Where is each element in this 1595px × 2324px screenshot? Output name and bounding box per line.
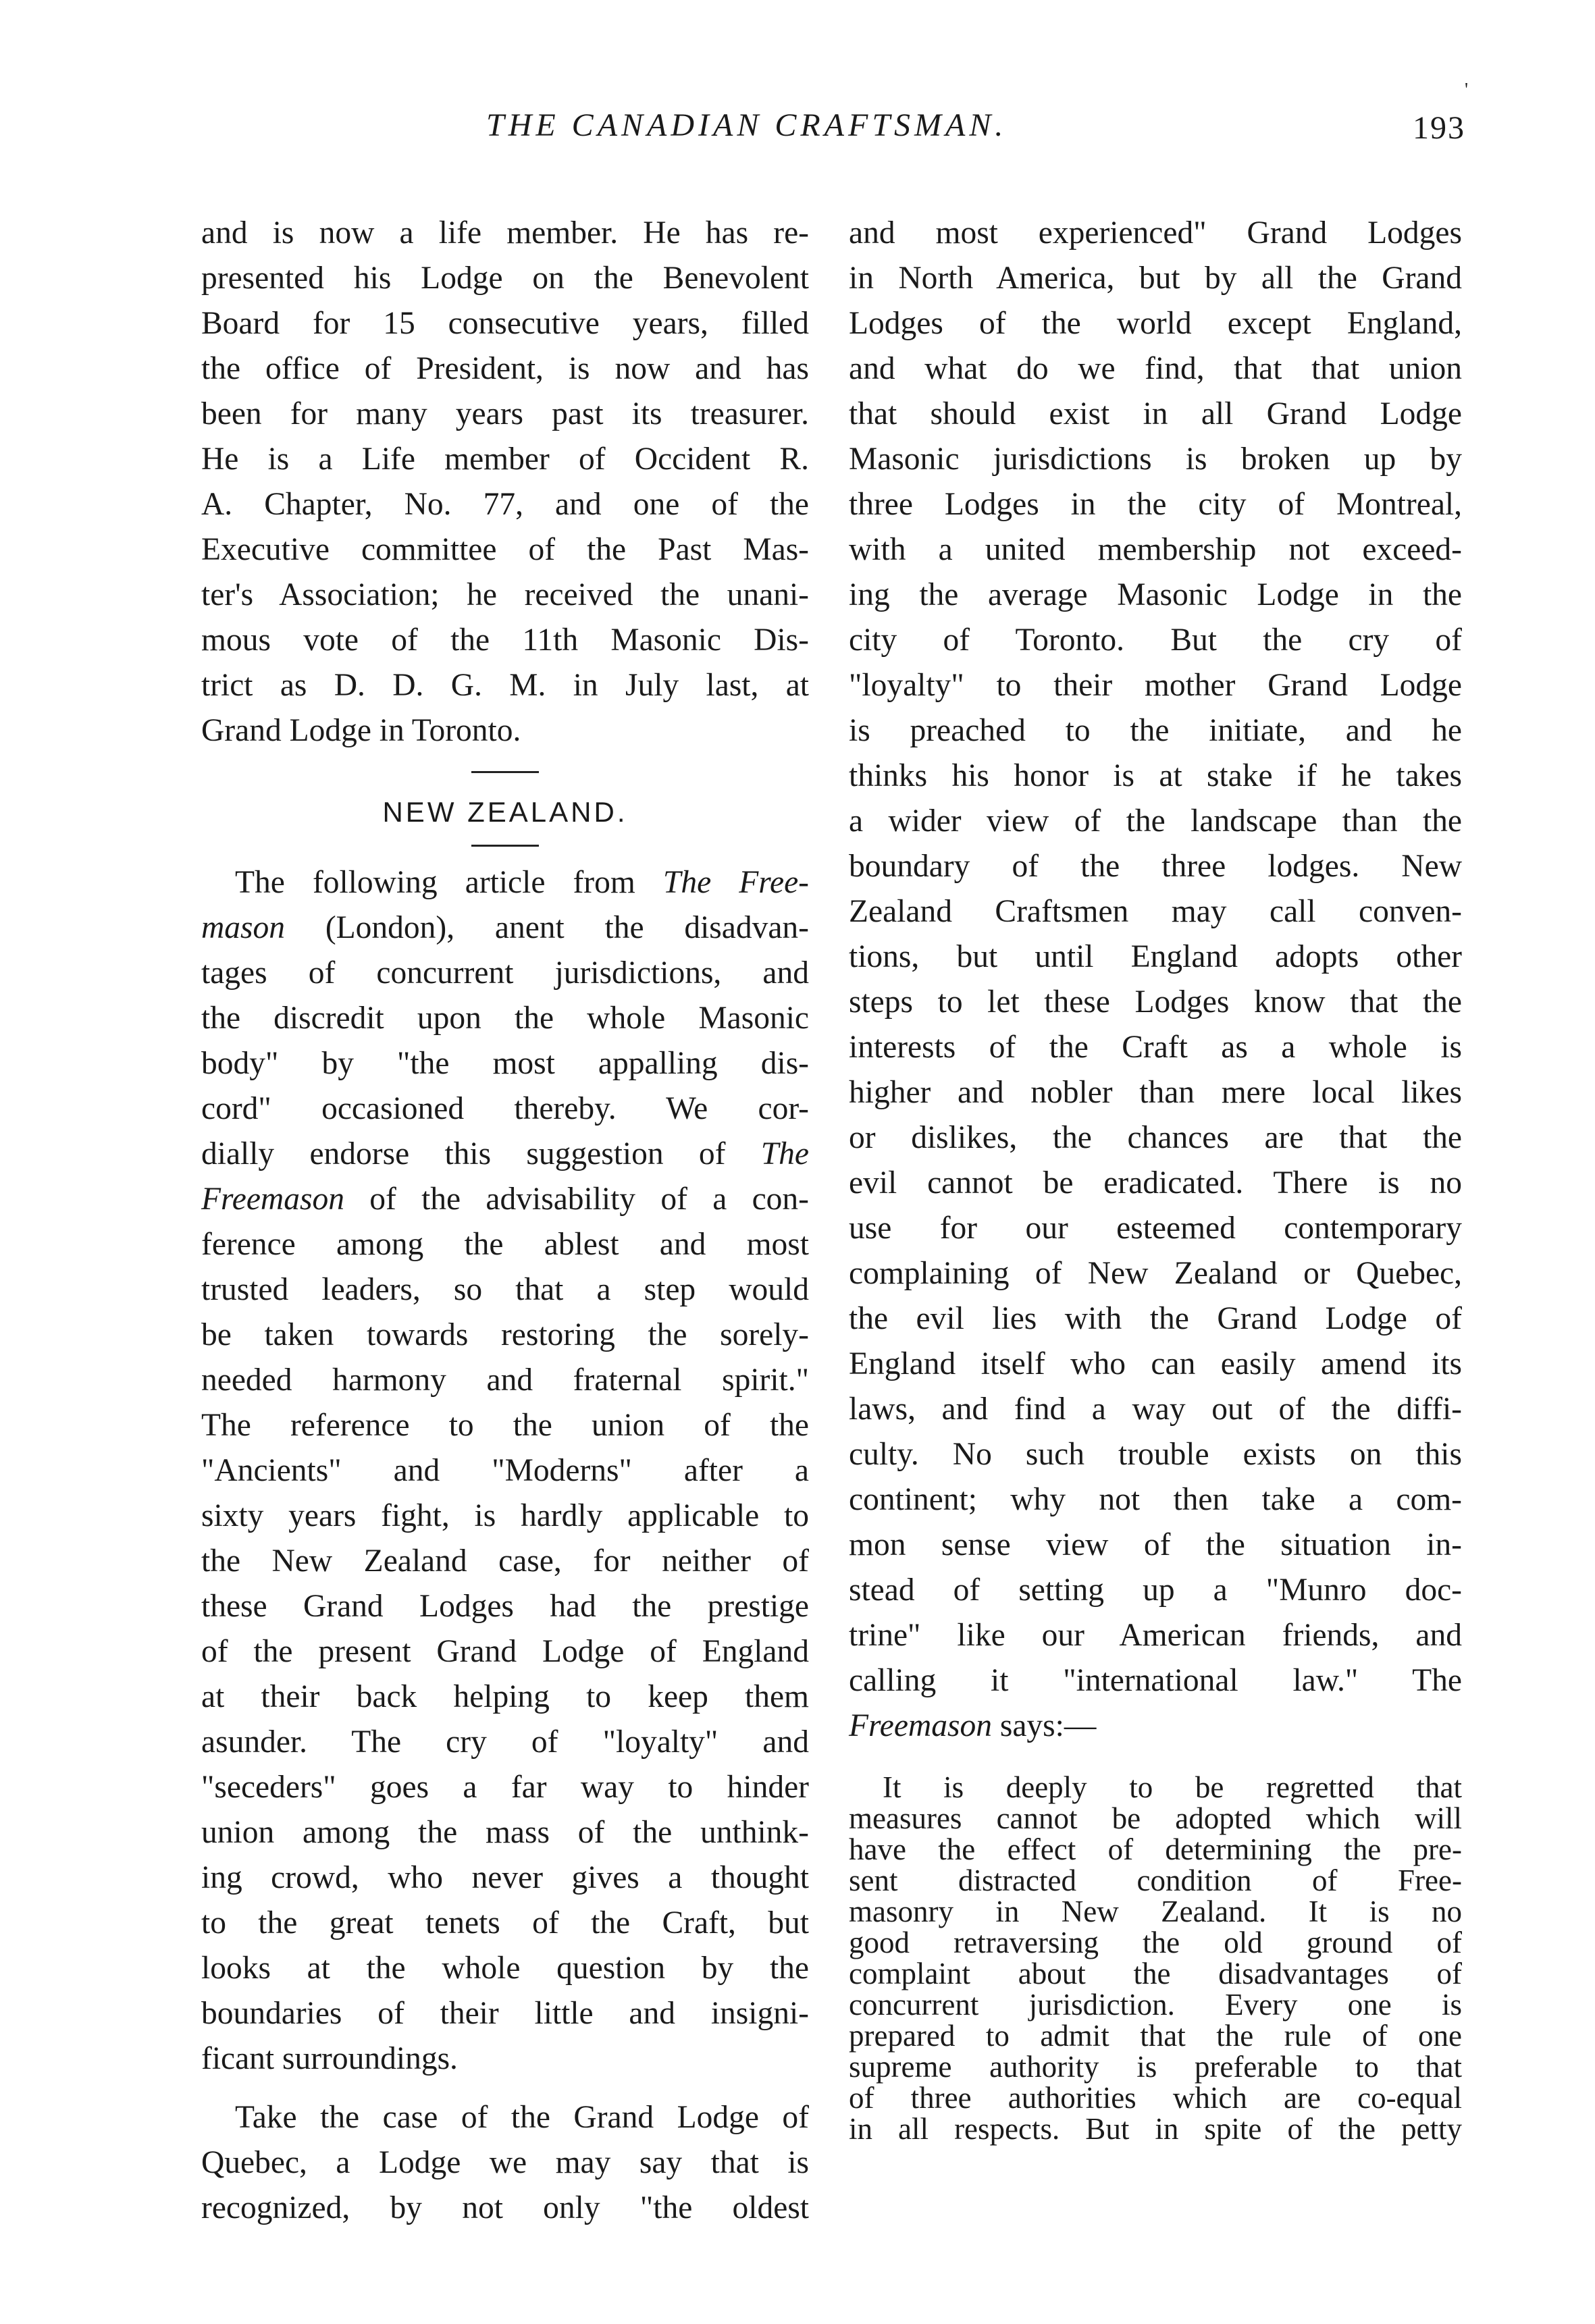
text-line: or dislikes, the chances are that the [849,1120,1462,1155]
divider-rule [471,845,539,847]
text-line: these Grand Lodges had the prestige [201,1589,809,1624]
publication-title: The Free- [662,865,809,900]
text-line: and is now a life member. He has re- [201,215,809,250]
text-line: in North America, but by all the Grand [849,261,1462,296]
text-line: city of Toronto. But the cry of [849,623,1462,658]
text-line: Grand Lodge in Toronto. [201,713,521,748]
text-line: England itself who can easily amend its [849,1346,1462,1381]
text-line: to the great tenets of the Craft, but [201,1905,809,1940]
text-line: thinks his honor is at stake if he takes [849,758,1462,793]
text-line: three Lodges in the city of Montreal, [849,487,1462,522]
text-line: "Ancients" and "Moderns" after a [201,1453,809,1488]
quote-line: concurrent jurisdiction. Every one is [849,1988,1462,2022]
text-line: ter's Association; he received the unani- [201,577,809,612]
section-heading: NEW ZEALAND. [382,796,628,828]
divider-rule [471,771,539,773]
text-line: recognized, by not only "the oldest [201,2190,809,2225]
running-title: THE CANADIAN CRAFTSMAN. [486,107,1008,143]
text-line: looks at the whole question by the [201,1951,809,1986]
page-header [203,80,1472,161]
text-line: the New Zealand case, for neither of [201,1543,809,1579]
quote-line: good retraversing the old ground of [849,1926,1462,1959]
text-line: be taken towards restoring the sorely- [201,1317,809,1352]
text-line: and most experienced" Grand Lodges [849,215,1462,250]
publication-title: The [760,1136,809,1171]
text-line: boundary of the three lodges. New [849,849,1462,884]
quote-line: masonry in New Zealand. It is no [849,1895,1462,1928]
text-line: ficant surroundings. [201,2041,458,2076]
text-line: culty. No such trouble exists on this [849,1437,1462,1472]
text-line [201,860,809,905]
text-line: a wider view of the landscape than the [849,803,1462,839]
text-line: Zealand Craftsmen may call conven- [849,894,1462,929]
text-line: Take the case of the Grand Lodge of [235,2100,809,2135]
text-line: boundaries of their little and insigni- [201,1996,809,2031]
text-line: stead of setting up a "Munro doc- [849,1573,1462,1608]
text-run: says:— [991,1708,1097,1743]
text-line: interests of the Craft as a whole is [849,1030,1462,1065]
text-line: the evil lies with the Grand Lodge of [849,1301,1462,1336]
publication-title: mason [201,910,286,945]
text-run: of the advisability of a con- [344,1182,809,1217]
quote-line: have the effect of determining the pre- [849,1832,1462,1866]
text-line [849,1704,1462,1749]
text-line: A. Chapter, No. 77, and one of the [201,487,809,522]
text-line: Board for 15 consecutive years, filled [201,306,809,341]
text-line [201,1132,809,1177]
publication-title: Freemason [201,1182,344,1217]
text-line: sixty years fight, is hardly applicable to [201,1498,809,1533]
block-quote [849,1772,1462,2144]
quote-line: in all respects. But in spite of the petty [849,2112,1462,2146]
text-line: laws, and find a way out of the diffi- [849,1392,1462,1427]
text-line [201,905,809,951]
text-line: use for our esteemed contemporary [849,1211,1462,1246]
text-line: presented his Lodge on the Benevolent [201,261,809,296]
publication-title: Freemason [849,1708,992,1743]
text-line: higher and nobler than mere local likes [849,1075,1462,1110]
tick-mark: ' [1464,80,1468,101]
text-line: trine" like our American friends, and [849,1618,1462,1653]
text-line: "seceders" goes a far way to hinder [201,1770,809,1805]
text-line [201,1177,809,1222]
text-line: asunder. The cry of "loyalty" and [201,1724,809,1760]
text-line: complaining of New Zealand or Quebec, [849,1256,1462,1291]
text-line: ing crowd, who never gives a thought [201,1860,809,1895]
text-line: body" by "the most appalling dis- [201,1046,809,1081]
text-line: cord" occasioned thereby. We cor- [201,1091,809,1126]
text-line: the office of President, is now and has [201,351,809,386]
text-line: steps to let these Lodges know that the [849,984,1462,1020]
text-run: (London), anent the disadvan- [285,910,809,945]
text-line: at their back helping to keep them [201,1679,809,1714]
paragraph-gap [201,2082,809,2095]
quote-line: complaint about the disadvantages of [849,1957,1462,1990]
text-line: "loyalty" to their mother Grand Lodge [849,668,1462,703]
left-column [201,211,809,2231]
text-line: Executive committee of the Past Mas- [201,532,809,567]
quote-line: It is deeply to be regretted that [883,1770,1462,1804]
quote-line: sent distracted condition of Free- [849,1864,1462,1897]
quote-line: prepared to admit that the rule of one [849,2019,1462,2053]
text-line: the discredit upon the whole Masonic [201,1001,809,1036]
right-column [849,211,1462,2144]
text-line: ing the average Masonic Lodge in the [849,577,1462,612]
text-line: mon sense view of the situation in- [849,1527,1462,1562]
text-line: evil cannot be eradicated. There is no [849,1165,1462,1200]
page-number: 193 [1413,110,1465,146]
text-line: trict as D. D. G. M. in July last, at [201,668,809,703]
text-run: dially endorse this suggestion of [201,1136,761,1171]
text-line: that should exist in all Grand Lodge [849,396,1462,431]
text-line: Masonic jurisdictions is broken up by [849,442,1462,477]
text-line: mous vote of the 11th Masonic Dis- [201,623,809,658]
text-line: tages of concurrent jurisdictions, and [201,955,809,991]
text-line: been for many years past its treasurer. [201,396,809,431]
text-run: The following article from [235,865,663,900]
text-line: tions, but until England adopts other [849,939,1462,974]
text-line: The reference to the union of the [201,1408,809,1443]
quote-line: supreme authority is preferable to that [849,2050,1462,2084]
text-line: is preached to the initiate, and he [849,713,1462,748]
text-line: and what do we find, that that union [849,351,1462,386]
text-line: ference among the ablest and most [201,1227,809,1262]
text-line: of the present Grand Lodge of England [201,1634,809,1669]
text-line: trusted leaders, so that a step would [201,1272,809,1307]
text-line: Quebec, a Lodge we may say that is [201,2145,809,2180]
quote-line: measures cannot be adopted which will [849,1801,1462,1835]
text-line: continent; why not then take a com- [849,1482,1462,1517]
text-line: calling it "international law." The [849,1663,1462,1698]
text-line: union among the mass of the unthink- [201,1815,809,1850]
text-line: needed harmony and fraternal spirit." [201,1363,809,1398]
quote-line: of three authorities which are co-equal [849,2081,1462,2115]
text-line: He is a Life member of Occident R. [201,442,809,477]
text-line: with a united membership not exceed- [849,532,1462,567]
text-line: Lodges of the world except England, [849,306,1462,341]
